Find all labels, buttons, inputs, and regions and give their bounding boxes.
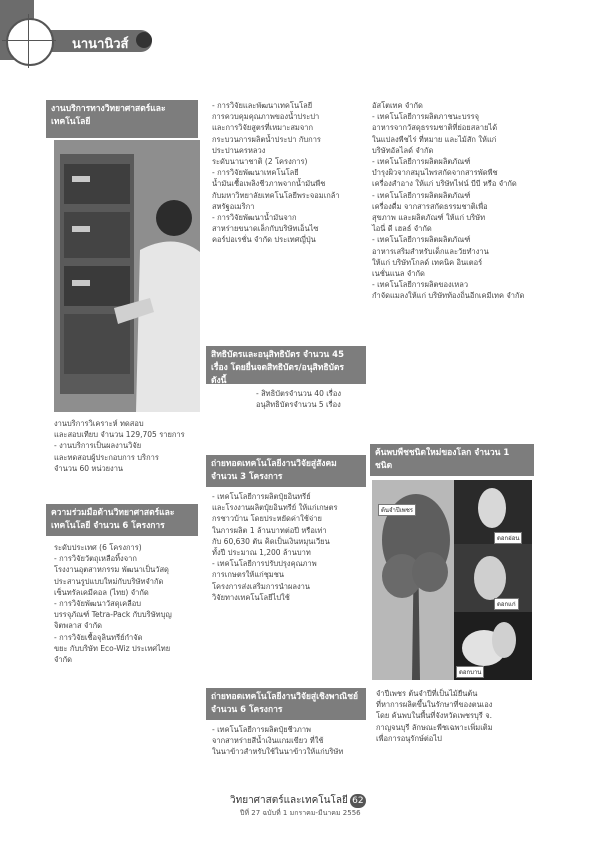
box2-title: ความร่วมมือด้านวิทยาศาสตร์และเทคโนโลยี จำนวน 6 โครงการ [46,504,198,536]
box5-title: ถ่ายทอดเทคโนโลยีงานวิจัยสู่เชิงพาณิชย์ จำนวน 6 โครงการ [206,688,366,720]
box6-title: ค้นพบพืชชนิดใหม่ของโลก จำนวน 1 ชนิด [370,444,534,476]
crosshair-logo-icon [6,18,54,66]
lab-photo-drawing [54,140,200,412]
footer-magazine [230,793,366,808]
lab-photo [54,140,200,412]
crosshair-h-line [2,40,56,41]
footer-issue: ปีที่ 27 ฉบับที่ 1 มกราคม-มีนาคม 2556 [240,809,361,817]
box4-text: - เทคโนโลยีการผลิตปุ๋ยอินทรีย์ และโรงงานผลิตปุ๋ยอินทรีย์ ให้แก่เกษตร กรชาวบ้าน โดยประหยัดค่าใช้จ่าย ในการผลิต 1 ล้านบาทต่อปี หรือเท่า กับ 60,630 ตัน คิดเป็นเงินหมุนเวียน ทั้งปี ประมาณ 1,200 ล้านบาท - เทคโนโลยีการปรับปรุงคุณภาพ การเกษตรให้แก่ชุมชน โครงการส่งเสริมการนำผลงาน วิจัยทางเทคโนโลยีไปใช้ [212,492,338,602]
box1-text: งานบริการวิเคราะห์ ทดสอบ และสอบเทียบ จำนวน 129,705 รายการ - งานบริการเป็นผลงานวิจัย และทดสอบผู้ประกอบการ บริการ จำนวน 60 หน่วยงาน [54,419,185,473]
magazine-name: วิทยาศาสตร์และเทคโนโลยี [230,795,348,806]
photo-label-bloom: ดอกบาน [456,666,484,678]
section-title: นานานิวส์ [72,37,129,52]
header-dot-icon [136,32,152,48]
photo-label-tree: ต้นจำปีเพชร [378,504,416,516]
photo-label-young: ดอกอ่อน [494,532,522,544]
box5-text: - เทคโนโลยีการผลิตปุ๋ยชีวภาพ จากสาหร่ายสีน้ำเงินแกมเขียว ที่ใช้ ในนาข้าวสำหรับใช้ในนาข้าวให้แก่บริษัท [212,725,344,757]
box1-title: งานบริการทางวิทยาศาสตร์และเทคโนโลยี [46,100,198,138]
photo-label-old: ดอกแก่ [494,598,519,610]
plant-photo-collage [372,480,532,680]
page-number: 62 [350,794,366,808]
box3-text: - สิทธิบัตรจำนวน 40 เรื่อง อนุสิทธิบัตรจำนวน 5 เรื่อง [256,389,341,410]
box3-title: สิทธิบัตรและอนุสิทธิบัตร จำนวน 45 เรื่อง โดยยื่นจดสิทธิบัตร/อนุสิทธิบัตร ดังนี้ [206,346,366,384]
crosshair-v-line [28,14,29,68]
col3-text-top: อัสโตเทค จำกัด - เทคโนโลยีการผลิตภาชนะบรรจุ อาหารจากวัสดุธรรมชาติที่ย่อยสลายได้ ในแปลงพืชไร่ ที่หมาย และไม้สัก ให้แก่ บริษัทอัลไลด์ จำกัด - เทคโนโลยีการผลิตผลิตภัณฑ์ บำรุงผิวจากสมุนไพรสกัดจากสารพัดพืช เครื่องสำอาง ให้แก่ บริษัทไฟน์ บีบี หรือ จำกัด - เทคโนโลยีการผลิตผลิตภัณฑ์ เครื่องดื่ม จากสารสกัดธรรมชาติเพื่อ สุขภาพ และผลิตภัณฑ์ ให้แก่ บริษัท ไอนี่ ดี เฮลธ์ จำกัด - เทคโนโลยีการผลิตผลิตภัณฑ์ อาหารเสริมสำหรับเด็กและวัยทำงาน ให้แก่ บริษัทโกลด์ เทคนิค อินเตอร์ เนชั่นแนล จำกัด - เทคโนโลยีการผลิตของเหลว กำจัดแมลงให้แก่ บริษัทท้องถิ่นอีกเคมีเทค จำกัด [372,101,525,301]
col2-text-top: - การวิจัยและพัฒนาเทคโนโลยี การควบคุมคุณภาพของน้ำประปา และการวิจัยสูตรที่เหมาะสมจาก กระบวนการผลิตน้ำประปา กับการ ประปานครหลวง ระดับนานาชาติ (2 โครงการ) - การวิจัยพัฒนาเทคโนโลยี น้ำมันเชื้อเพลิงชีวภาพจากน้ำมันพืช กับมหาวิทยาลัยเทคโนโลยีพระจอมเกล้า สหรัฐอเมริกา - การวิจัยพัฒนาน้ำมันจาก สาหร่ายขนาดเล็กกับบริษัทเอ็นไซ คอร์ปอเรชั่น จำกัด ประเทศญี่ปุ่น [212,101,340,245]
box6-text: จำปีเพชร ต้นจำปีที่เป็นไม้ยืนต้น ที่หาการผลิตขึ้นในรักษาที่ของตนเอง โดย ค้นพบในพื้นที่จังหวัดเพชรบุรี จ. กาญจนบุรี ลักษณะพืชเฉพาะเพิ่มเติม เพื่อการอนุรักษ์ต่อไป [376,689,493,743]
box2-text: ระดับประเทศ (6 โครงการ) - การวิจัยวัตถุเหลือทิ้งจาก โรงงานอุตสาหกรรม พัฒนาเป็นวัสดุ ประสานรูปแบบใหม่กับบริษัทจำกัด เซ็นทรัลเคมีคอล (ไทย) จำกัด - การวิจัยพัฒนาวัสดุเคลือบ บรรจุภัณฑ์ Tetra-Pack กับบริษัทบุญ จิตพลาส จำกัด - การวิจัยเชื้อจุลินทรีย์กำจัด ขยะ กับบริษัท Eco-Wiz ประเทศไทย จำกัด [54,543,172,665]
box4-title: ถ่ายทอดเทคโนโลยีงานวิจัยสู่สังคม จำนวน 3 โครงการ [206,455,366,487]
